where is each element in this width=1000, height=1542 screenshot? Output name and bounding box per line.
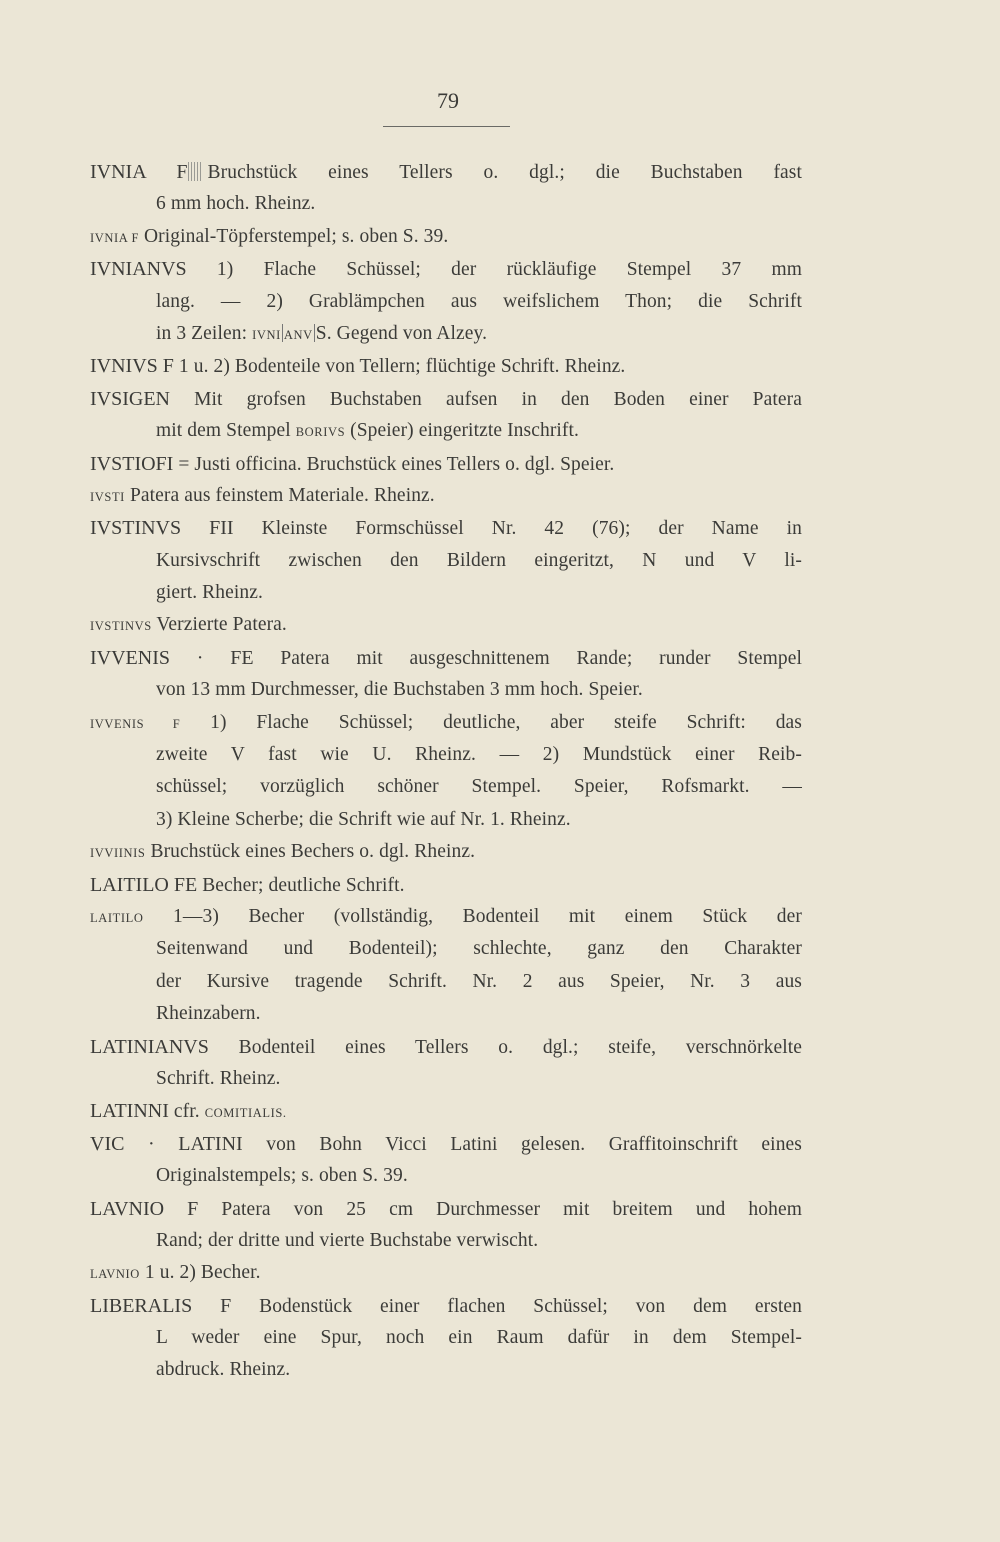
entry-continuation-line [90, 286, 802, 318]
entry-text: (Speier) eingeritzte Inschrift. [345, 420, 580, 442]
entry-text: Patera mit ausgeschnittenem Rande; runder Stempel [280, 647, 802, 669]
entry-text: Seitenwand und Bodenteil); schlechte, ganz den Charakter [156, 938, 802, 960]
stamp-entry [90, 1193, 802, 1258]
stamp-name: LAVNIO F [90, 1197, 199, 1220]
entry-first-line [90, 1193, 802, 1225]
entry-first-line [90, 1128, 802, 1160]
stamp-name: IVSTI [90, 489, 125, 504]
entry-first-line [90, 1095, 802, 1127]
stamp-name: IVVENIS F [90, 716, 181, 731]
stamp-entry [90, 383, 802, 448]
broken-letters-mark [188, 162, 202, 181]
entry-text: L weder eine Spur, noch ein Raum dafür in dem Stempel- [156, 1327, 802, 1349]
stamp-entry [90, 1095, 802, 1127]
stamp-entry [90, 350, 802, 382]
entry-continuation-line [90, 1354, 802, 1386]
entry-first-line [90, 609, 802, 641]
entry-first-line [90, 869, 802, 901]
stamp-name: IVSIGEN [90, 387, 170, 410]
stamp-name: LATINIANVS [90, 1035, 209, 1058]
stamp-reference: ANV [283, 327, 313, 342]
stamp-reference: COMITIALIS. [204, 1106, 287, 1121]
entry-first-line [90, 350, 802, 382]
stamp-name: LIBERALIS F [90, 1294, 232, 1317]
entry-text: 1) Flache Schüssel; deutliche, aber steife Schrift: das [210, 711, 802, 733]
entry-text: Rheinzabern. [156, 1003, 261, 1025]
stamp-name: LAITILO FE [90, 873, 198, 896]
stamp-entry [90, 512, 802, 609]
page-number-text: 79 [437, 88, 459, 113]
stamp-name: VIC · LATINI [90, 1132, 243, 1155]
entry-text: 1 u. 2) Bodenteile von Tellern; flüchtige Schrift. Rheinz. [178, 356, 626, 378]
entry-continuation-line [90, 1322, 802, 1354]
stamp-entry [90, 156, 802, 221]
stamp-entry [90, 869, 802, 901]
entry-first-line [90, 1290, 802, 1322]
entry-text: giert. Rheinz. [156, 582, 263, 604]
entry-continuation-line [90, 739, 802, 771]
entry-continuation-line [90, 998, 802, 1030]
entry-continuation-line [90, 1160, 802, 1192]
entry-text: der Kursive tragende Schrift. Nr. 2 aus Speier, Nr. 3 aus [156, 970, 802, 992]
entry-text: Verzierte Patera. [156, 614, 287, 636]
entry-first-line [90, 253, 802, 285]
entry-text: Original-Töpferstempel; s. oben S. 39. [143, 225, 449, 247]
entry-text: 1 u. 2) Becher. [144, 1262, 261, 1284]
entry-first-line [90, 707, 802, 739]
entry-text: in 3 Zeilen: [156, 322, 253, 344]
entry-text: = Justi officina. Bruchstück eines Tellers o. dgl. Speier. [178, 453, 615, 475]
stamp-name: IVVENIS · FE [90, 646, 254, 669]
entry-text: Bruchstück eines Tellers o. dgl.; die Buchstaben fast [207, 162, 803, 183]
entry-continuation-line [90, 545, 802, 577]
entry-first-line [90, 512, 802, 544]
stamp-name: IVNIA F [90, 230, 139, 245]
page-number [0, 88, 1000, 114]
entry-text: Kleinste Formschüssel Nr. 42 (76); der Name in [261, 518, 802, 540]
stamp-entry [90, 448, 802, 480]
entry-text: Mit grofsen Buchstaben aufsen in den Boden einer Patera [194, 388, 802, 410]
entry-text: Originalstempels; s. oben S. 39. [156, 1165, 408, 1187]
entry-first-line [90, 480, 802, 512]
stamp-name: LAVNIO [90, 1267, 140, 1282]
line-break-mark [282, 324, 283, 342]
stamp-entry [90, 901, 802, 1031]
entry-list [90, 156, 802, 1387]
entry-first-line [90, 836, 802, 868]
entry-text: cfr. [173, 1101, 205, 1123]
entry-continuation-line [90, 966, 802, 998]
stamp-entry [90, 707, 802, 837]
entry-text: schüssel; vorzüglich schöner Stempel. Speier, Rofsmarkt. — [156, 776, 802, 798]
entry-text: Bodenstück einer flachen Schüssel; von dem ersten [259, 1295, 802, 1317]
stamp-name: IVSTIOFI [90, 452, 174, 475]
header-rule [383, 126, 510, 127]
stamp-entry [90, 1128, 802, 1193]
stamp-name: IVNIVS F [90, 355, 174, 378]
stamp-name: LAITILO [90, 910, 144, 925]
entry-continuation-line [90, 577, 802, 609]
stamp-entry [90, 609, 802, 641]
entry-continuation-line [90, 1063, 802, 1095]
stamp-entry [90, 253, 802, 350]
entry-first-line [90, 1257, 802, 1289]
entry-continuation-line [90, 318, 802, 350]
entry-first-line [90, 383, 802, 415]
entry-text: Patera von 25 cm Durchmesser mit breitem und hohem [221, 1198, 802, 1220]
entry-text: von 13 mm Durchmesser, die Buchstaben 3 mm hoch. Speier. [156, 679, 643, 701]
stamp-name: LATINNI [90, 1100, 169, 1123]
stamp-entry [90, 642, 802, 707]
entry-continuation-line [90, 1225, 802, 1257]
entry-first-line [90, 901, 802, 933]
entry-text: mit dem Stempel [156, 420, 296, 442]
entry-text: S. Gegend von Alzey. [315, 322, 488, 344]
entry-continuation-line [90, 188, 802, 220]
entry-text: Bodenteil eines Tellers o. dgl.; steife, verschnörkelte [238, 1036, 803, 1058]
stamp-name: IVNIA F [90, 161, 188, 183]
entry-text: 3) Kleine Scherbe; die Schrift wie auf Nr. 1. Rheinz. [156, 808, 571, 830]
stamp-entry [90, 221, 802, 253]
entry-text: Rand; der dritte und vierte Buchstabe verwischt. [156, 1229, 539, 1251]
entry-text: 6 mm hoch. Rheinz. [156, 193, 316, 215]
entry-text: 1—3) Becher (vollständig, Bodenteil mit einem Stück der [173, 905, 802, 927]
stamp-entry [90, 1290, 802, 1387]
entry-text: Schrift. Rheinz. [156, 1067, 281, 1089]
stamp-entry [90, 1257, 802, 1289]
entry-continuation-line [90, 674, 802, 706]
entry-text: Patera aus feinstem Materiale. Rheinz. [129, 484, 435, 506]
stamp-name: IVSTINVS FII [90, 517, 234, 540]
entry-first-line [90, 1031, 802, 1063]
stamp-entry [90, 836, 802, 868]
entry-text: zweite V fast wie U. Rheinz. — 2) Mundstück einer Reib- [156, 744, 802, 766]
entry-continuation-line [90, 415, 802, 447]
stamp-entry [90, 480, 802, 512]
stamp-reference: BORIVS [295, 425, 346, 440]
entry-text: abdruck. Rheinz. [156, 1359, 291, 1381]
entry-text: Bruchstück eines Bechers o. dgl. Rheinz. [150, 841, 476, 863]
entry-continuation-line [90, 771, 802, 803]
entry-first-line [90, 156, 802, 188]
entry-text: Becher; deutliche Schrift. [202, 874, 405, 896]
stamp-entry [90, 1031, 802, 1096]
entry-first-line [90, 221, 802, 253]
entry-text: lang. — 2) Grablämpchen aus weifslichem Thon; die Schrift [156, 290, 802, 312]
entry-text: Kursivschrift zwischen den Bildern eingeritzt, N und V li- [156, 549, 802, 571]
stamp-reference: IVNI [252, 327, 281, 342]
entry-continuation-line [90, 804, 802, 836]
stamp-name: IVVIINIS [90, 846, 146, 861]
entry-text: 1) Flache Schüssel; der rückläufige Stempel 37 mm [216, 259, 802, 281]
line-break-mark [314, 324, 315, 342]
entry-first-line [90, 448, 802, 480]
entry-first-line [90, 642, 802, 674]
stamp-name: IVSTINVS [90, 619, 152, 634]
stamp-name: IVNIANVS [90, 258, 187, 281]
entry-text: von Bohn Vicci Latini gelesen. Graffitoinschrift eines [266, 1133, 802, 1155]
entry-continuation-line [90, 933, 802, 965]
